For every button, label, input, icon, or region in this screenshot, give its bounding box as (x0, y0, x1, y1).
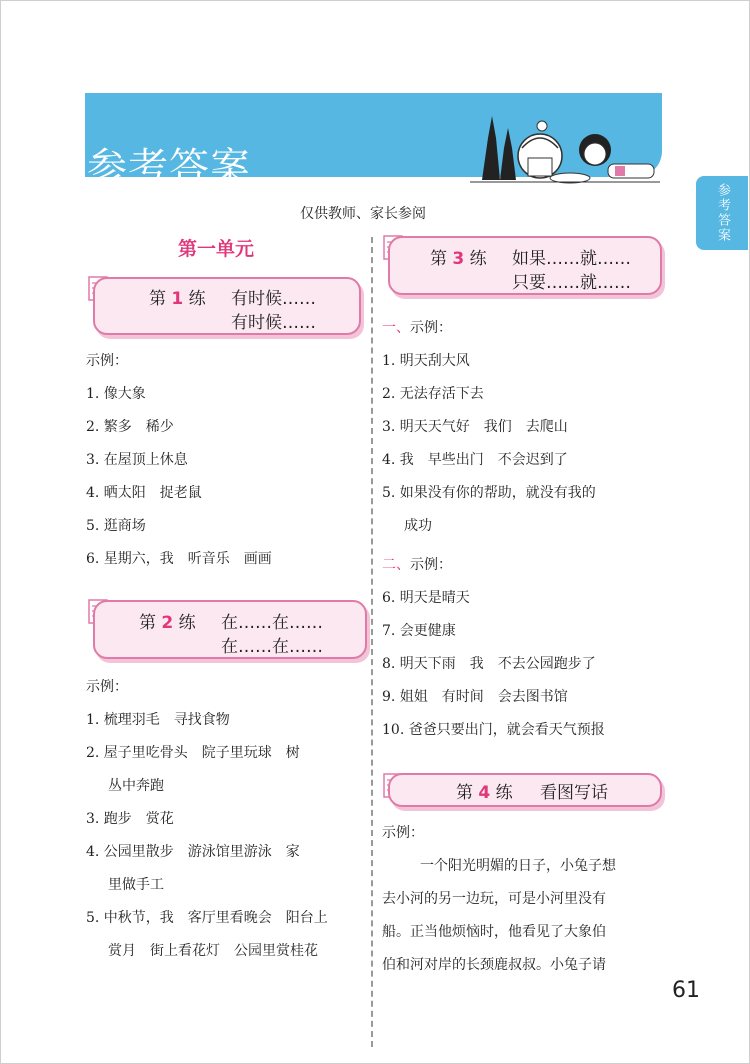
exercise-4-header (388, 773, 662, 807)
answer-item-continued: 赏月 街上看花灯 公园里赏桂花 (108, 943, 318, 959)
answer-item: 5. 如果没有你的帮助，就没有我的 (382, 485, 596, 501)
exercise-prefix: 第 (456, 783, 473, 803)
answer-item: 3. 跑步 赏花 (86, 811, 174, 827)
answer-item: 9. 姐姐 有时间 会去图书馆 (382, 689, 568, 705)
answer-item: 1. 梳理羽毛 寻找食物 (86, 712, 230, 728)
example-label: 示例： (382, 825, 424, 841)
exercise-suffix: 练 (469, 249, 487, 269)
answer-item-continued: 里做手工 (108, 877, 164, 893)
answer-item: 8. 明天下雨 我 不去公园跑步了 (382, 656, 596, 672)
exercise-topic-line-1: 在……在…… (221, 613, 323, 633)
section-label: 一、 (382, 320, 410, 336)
answer-item: 2. 繁多 稀少 (86, 419, 174, 435)
answer-item: 10. 爸爸只要出门，就会看天气预报 (382, 722, 605, 738)
side-tab: 参考答案 (696, 176, 748, 250)
exercise-number: 1 (171, 289, 184, 309)
exercise-topic-line-1: 如果……就…… (512, 249, 631, 269)
answer-item: 5. 逛商场 (86, 518, 146, 534)
example-label: 示例： (410, 320, 452, 336)
paragraph-line: 一个阳光明媚的日子，小兔子想 (420, 858, 616, 874)
exercise-prefix: 第 (139, 613, 156, 633)
paragraph-line: 伯和河对岸的长颈鹿叔叔。小兔子请 (382, 957, 606, 973)
paragraph-line: 船。正当他烦恼时，他看见了大象伯 (382, 924, 606, 940)
answer-item: 4. 我 早些出门 不会迟到了 (382, 452, 568, 468)
banner-title: 参考答案 (87, 145, 251, 191)
exercise-topic-line-1: 有时候…… (231, 289, 316, 309)
answer-item: 3. 明天天气好 我们 去爬山 (382, 419, 568, 435)
example-label: 示例： (86, 679, 128, 695)
column-divider (371, 237, 373, 1047)
exercise-number: 3 (452, 249, 465, 269)
unit-title: 第一单元 (178, 238, 255, 260)
answer-item-continued: 丛中奔跑 (108, 778, 164, 794)
subtitle: 仅供教师、家长参阅 (300, 206, 426, 222)
exercise-suffix: 练 (178, 613, 196, 633)
exercise-3-header (388, 236, 662, 295)
exercise-number: 2 (161, 613, 174, 633)
answer-item: 2. 无法存活下去 (382, 386, 484, 402)
page-number: 61 (672, 978, 700, 1003)
example-label: 示例： (86, 353, 128, 369)
answer-item: 1. 像大象 (86, 386, 146, 402)
answer-item: 4. 晒太阳 捉老鼠 (86, 485, 202, 501)
answer-item: 6. 星期六，我 听音乐 画画 (86, 551, 272, 567)
answer-item: 6. 明天是晴天 (382, 590, 470, 606)
exercise-topic-line-2: 在……在…… (221, 637, 323, 657)
exercise-suffix: 练 (188, 289, 206, 309)
answer-item: 4. 公园里散步 游泳馆里游泳 家 (86, 844, 300, 860)
exercise-prefix: 第 (149, 289, 166, 309)
section-label: 二、 (382, 557, 410, 573)
exercise-1-header (93, 277, 361, 335)
answer-item: 2. 屋子里吃骨头 院子里玩球 树 (86, 745, 300, 761)
exercise-topic-line-2: 有时候…… (231, 313, 316, 333)
answer-item: 1. 明天刮大风 (382, 353, 470, 369)
exercise-suffix: 练 (495, 783, 513, 803)
cartoon-illustration (470, 108, 660, 188)
answer-item: 5. 中秋节，我 客厅里看晚会 阳台上 (86, 910, 328, 926)
answer-item-continued: 成功 (404, 518, 432, 534)
exercise-2-header (93, 600, 367, 659)
answer-item: 3. 在屋顶上休息 (86, 452, 188, 468)
answer-item: 7. 会更健康 (382, 623, 456, 639)
example-label: 示例： (410, 557, 452, 573)
paragraph-line: 去小河的另一边玩，可是小河里没有 (382, 891, 606, 907)
exercise-topic-line-2: 只要……就…… (512, 273, 631, 293)
exercise-number: 4 (478, 783, 491, 803)
exercise-topic-line-1: 看图写话 (540, 783, 608, 803)
exercise-prefix: 第 (430, 249, 447, 269)
